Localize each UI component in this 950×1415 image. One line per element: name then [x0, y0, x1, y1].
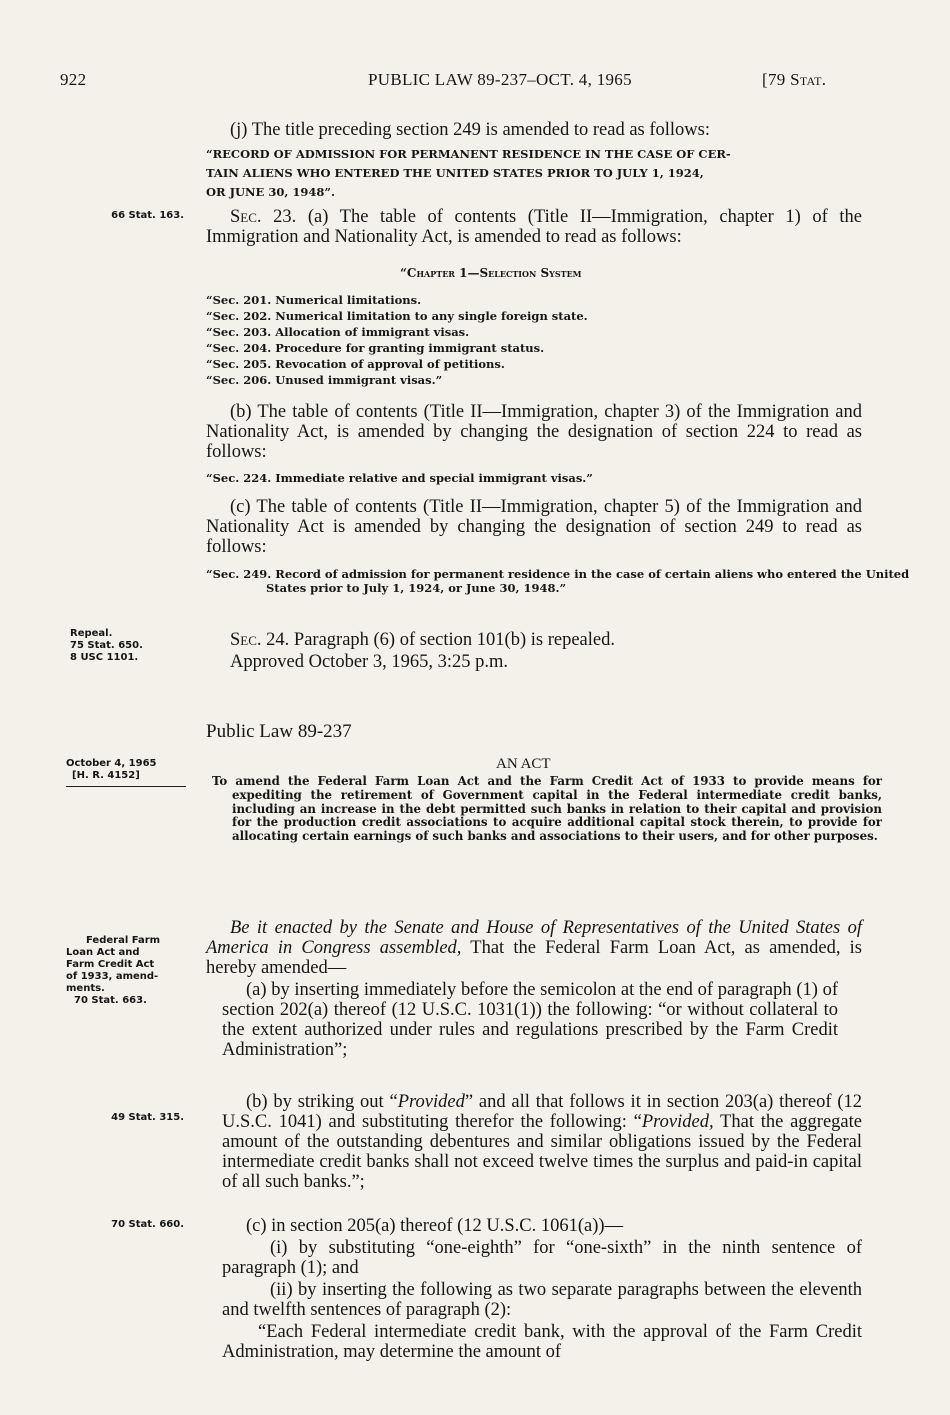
volume-label: [79 Stat. [762, 70, 827, 89]
margin-note-4-line-2: Loan Act and [66, 947, 140, 958]
margin-note-4-line-1: Federal Farm [86, 935, 161, 946]
section-24-text: Paragraph (6) of section 101(b) is repealed. [293, 630, 615, 650]
paragraph-b: (b) The table of contents (Title II—Immigration, chapter 3) of the Immigration and Nationality Act, is amended by changing the designation of section 224 to read as follows: [206, 402, 862, 462]
margin-note-3-line-1: October 4, 1965 [66, 758, 157, 769]
toc-item-249: “Sec. 249. Record of admission for permanent residence in the case of certain aliens who entered the United States prior to July 1, 1924, or June 30, 1948.” [206, 567, 910, 595]
section-23-text: (a) The table of contents (Title II—Immigration, chapter 1) of the Immigration and Nationality Act, is amended to read as follows: [206, 207, 863, 247]
margin-note-4-line-4: of 1933, amend- [66, 971, 159, 982]
act-purpose: To amend the Federal Farm Loan Act and the Farm Credit Act of 1933 to provide means for expediting the retirement of Government capital in the Federal intermediate credit banks, including an increase in the debt permitted such banks in relation to their capital and provision for the production credit associations to acquire additional capital stock therein, to provide for allocating certain earnings of such banks and associations to their users, and for other purposes. [212, 774, 882, 844]
amendment-b [222, 1092, 862, 1192]
amendment-b-text-3: That the aggregate amount of the outstanding debentures and similar obligations issued by the Federal intermediate credit banks shall not exceed twelve times the surplus and paid-in capital of all such banks.”; [222, 1112, 862, 1192]
caps-line-2: TAIN ALIENS WHO ENTERED THE UNITED STATES PRIOR TO JULY 1, 1924, [206, 166, 704, 180]
margin-note-3 [66, 758, 186, 782]
amendment-b-text-2: ” and all that follows it in section 203(a) thereof (12 U.S.C. 1041) and substituting therefor the following: “ [222, 1092, 862, 1132]
margin-note-2-line-3: 8 USC 1101. [70, 652, 139, 663]
amendment-b-provided: Provided [397, 1092, 465, 1112]
chapter-heading: “Chapter 1—Selection System [400, 266, 582, 280]
public-law-heading: Public Law 89-237 [206, 721, 352, 742]
margin-note-2-line-1: Repeal. [70, 628, 113, 639]
margin-note-4-line-6: 70 Stat. 663. [74, 995, 147, 1006]
toc-item-203: “Sec. 203. Allocation of immigrant visas. [206, 325, 470, 339]
toc-item-206: “Sec. 206. Unused immigrant visas.” [206, 373, 443, 387]
enacting-italic: Be it enacted by the Senate and House of Representatives of the United States of America in Congress assembled, [206, 918, 862, 958]
toc-item-202: “Sec. 202. Numerical limitation to any single foreign state. [206, 309, 588, 323]
approved-line: Approved October 3, 1965, 3:25 p.m. [230, 652, 508, 672]
section-24 [206, 630, 862, 650]
margin-note-2 [70, 628, 188, 664]
section-23-label: Sec. 23. [230, 207, 297, 227]
toc-item-204: “Sec. 204. Procedure for granting immigrant status. [206, 341, 545, 355]
amendment-c-ii: (ii) by inserting the following as two separate paragraphs between the eleventh and twelfth sentences of paragraph (2): [222, 1280, 862, 1320]
margin-note-4-line-5: ments. [66, 983, 105, 994]
section-23 [206, 207, 862, 247]
margin-note-1: 66 Stat. 163. [111, 210, 184, 221]
margin-note-5: 49 Stat. 315. [111, 1112, 184, 1123]
margin-note-6: 70 Stat. 660. [111, 1219, 184, 1230]
an-act-heading: AN ACT [496, 756, 551, 772]
margin-note-4-line-3: Farm Credit Act [66, 959, 155, 970]
amendment-c-i: (i) by substituting “one-eighth” for “one-sixth” in the ninth sentence of paragraph (1); and [222, 1238, 862, 1278]
running-title: PUBLIC LAW 89-237–OCT. 4, 1965 [368, 70, 632, 89]
margin-note-2-line-2: 75 Stat. 650. [70, 640, 143, 651]
amendment-b-text-1: (b) by striking out “ [246, 1092, 398, 1112]
amendment-c: (c) in section 205(a) thereof (12 U.S.C. 1061(a))— [246, 1216, 624, 1236]
enacting-clause [206, 918, 862, 978]
margin-note-4 [66, 935, 184, 1007]
quoted-paragraph: “Each Federal intermediate credit bank, with the approval of the Farm Credit Administration, may determine the amount of [222, 1322, 862, 1362]
toc-item-201: “Sec. 201. Numerical limitations. [206, 293, 422, 307]
amendment-b-provided-2: Provided, [641, 1112, 714, 1132]
caps-line-3: OR JUNE 30, 1948”. [206, 185, 335, 199]
toc-item-205: “Sec. 205. Revocation of approval of petitions. [206, 357, 505, 371]
margin-note-3-line-2: [H. R. 4152] [72, 770, 140, 781]
paragraph-j: (j) The title preceding section 249 is amended to read as follows: [230, 120, 711, 140]
toc-item-224: “Sec. 224. Immediate relative and special immigrant visas.” [206, 471, 593, 485]
section-24-label: Sec. 24. [230, 630, 290, 650]
margin-rule [66, 786, 186, 787]
paragraph-c: (c) The table of contents (Title II—Immigration, chapter 5) of the Immigration and Nationality Act is amended by changing the designation of section 249 to read as follows: [206, 497, 862, 557]
enacting-rest: That the Federal Farm Loan Act, as amended, is hereby amended— [206, 938, 862, 978]
caps-line-1: “RECORD OF ADMISSION FOR PERMANENT RESIDENCE IN THE CASE OF CER- [206, 147, 731, 161]
page-number: 922 [60, 70, 87, 89]
amendment-a: (a) by inserting immediately before the semicolon at the end of paragraph (1) of section 202(a) thereof (12 U.S.C. 1031(1)) the following: “or without collateral to the extent authorized under rules and regulations prescribed by the Farm Credit Administration”; [222, 980, 838, 1060]
